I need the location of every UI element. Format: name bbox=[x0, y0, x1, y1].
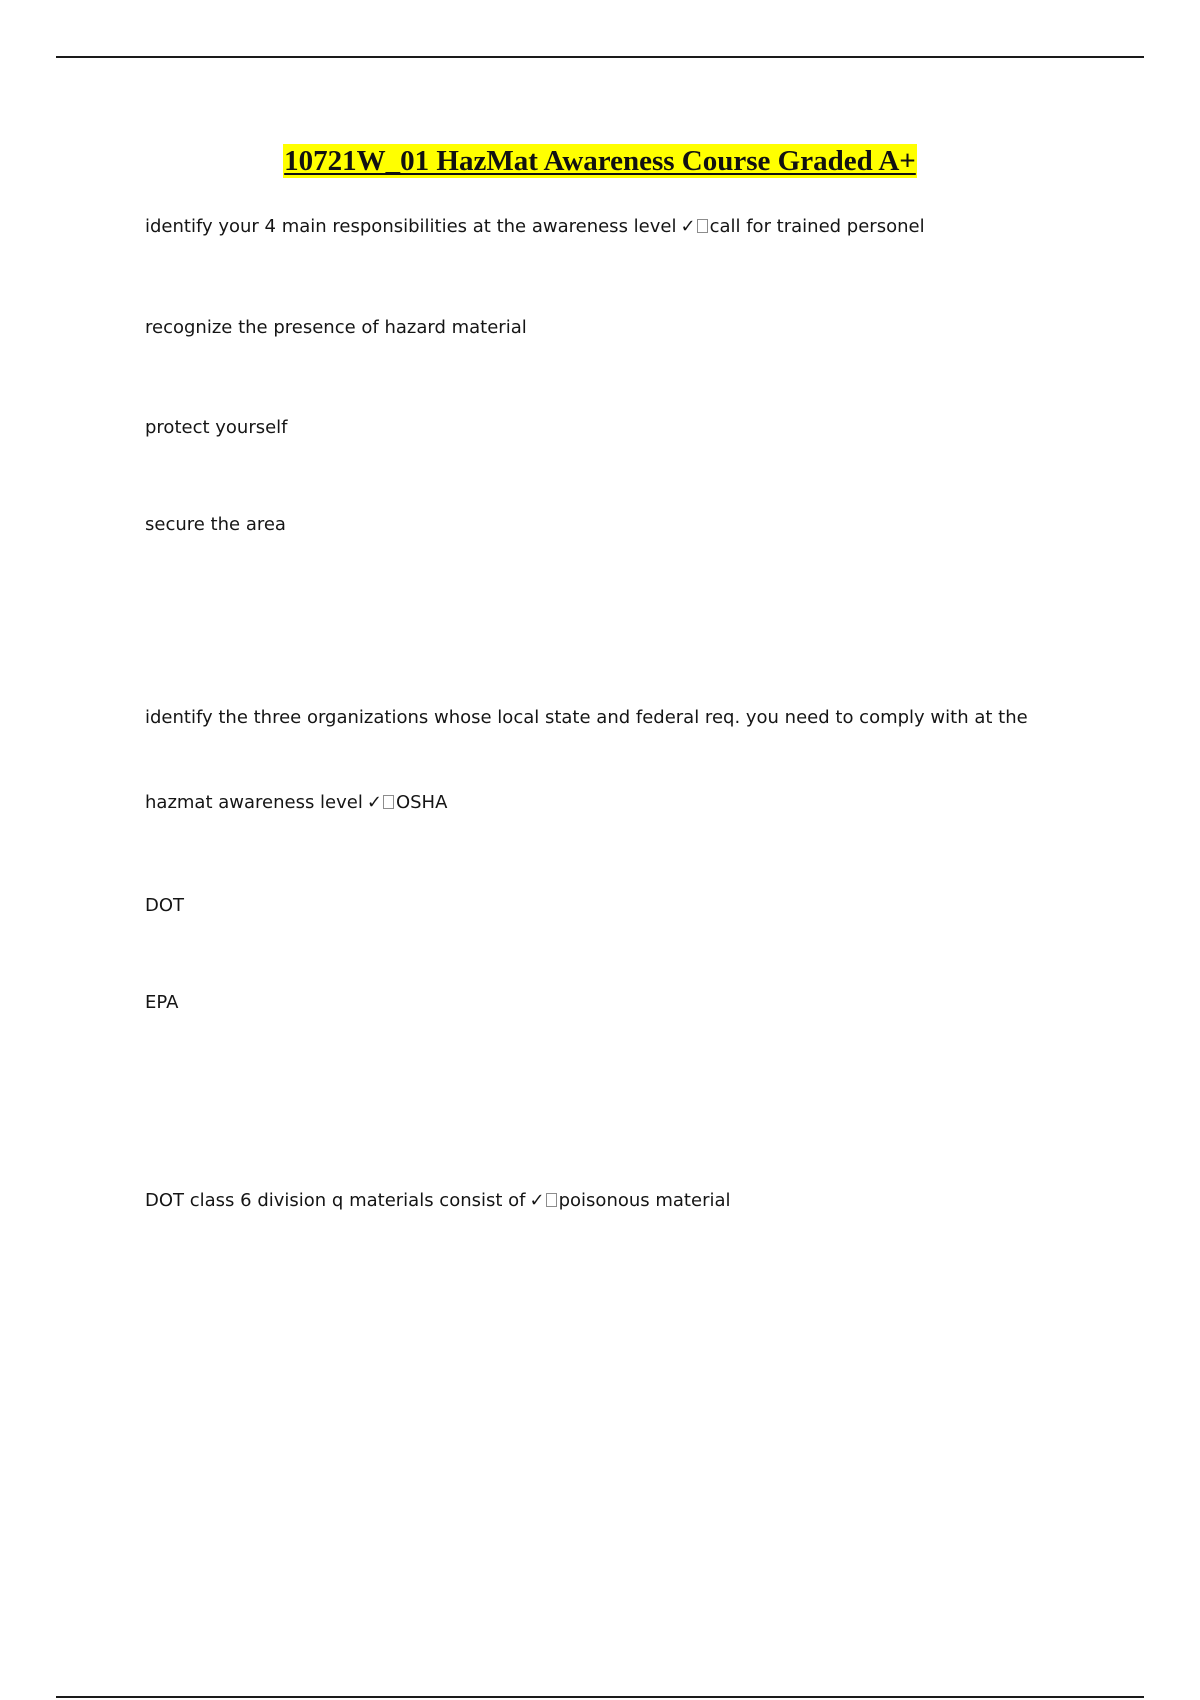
question-2-line-2 bbox=[145, 791, 447, 815]
question-2-text: hazmat awareness level bbox=[145, 792, 363, 813]
answer-line-secure: secure the area bbox=[145, 514, 286, 535]
answer-1-text: call for trained personel bbox=[709, 216, 925, 237]
question-1-text: identify your 4 main responsibilities at the awareness level bbox=[145, 216, 677, 237]
question-1-line bbox=[145, 215, 925, 239]
answer-line-recognize: recognize the presence of hazard material bbox=[145, 317, 527, 338]
check-mark-icon: ✓ bbox=[680, 216, 696, 237]
question-2-line-1: identify the three organizations whose local state and federal req. you need to comply with at the bbox=[145, 707, 1028, 728]
question-3-text: DOT class 6 division q materials consist of bbox=[145, 1190, 526, 1211]
missing-glyph-box-icon bbox=[383, 795, 394, 809]
answer-line-epa: EPA bbox=[145, 992, 179, 1013]
header-rule bbox=[56, 56, 1144, 58]
title-container bbox=[0, 144, 1200, 178]
check-mark-icon: ✓ bbox=[529, 1190, 545, 1211]
answer-3-text: poisonous material bbox=[558, 1190, 731, 1211]
document-title: 10721W_01 HazMat Awareness Course Graded A+ bbox=[284, 145, 916, 177]
question-3-line bbox=[145, 1189, 731, 1213]
answer-line-protect: protect yourself bbox=[145, 417, 288, 438]
footer-rule bbox=[56, 1696, 1144, 1698]
answer-line-dot: DOT bbox=[145, 895, 185, 916]
answer-2-text: OSHA bbox=[395, 792, 448, 813]
missing-glyph-box-icon bbox=[546, 1193, 557, 1207]
check-mark-icon: ✓ bbox=[366, 792, 382, 813]
missing-glyph-box-icon bbox=[697, 219, 708, 233]
